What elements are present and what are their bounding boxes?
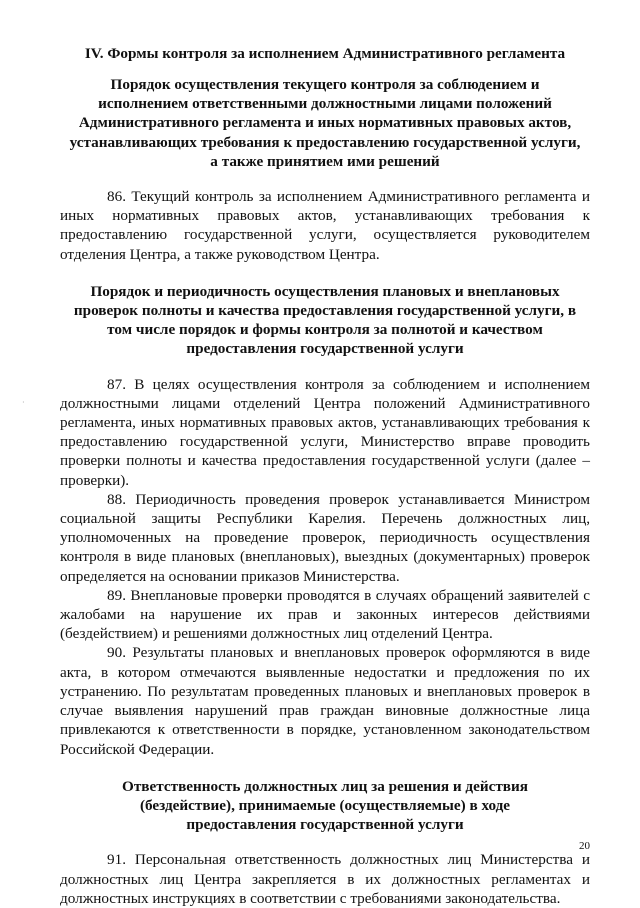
document-page	[60, 44, 590, 908]
heading-inspections: Порядок и периодичность осуществления плановых и внеплановых проверок полноты и качества предоставления государственной услуги, в том числе порядок и формы контроля за полнотой и качеством предоставления государственной услуги	[73, 282, 577, 358]
section-title: IV. Формы контроля за исполнением Административного регламента	[84, 45, 566, 62]
paragraph-89: 89. Внеплановые проверки проводятся в случаях обращений заявителей с жалобами на нарушение их прав и законных интересов действиями (бездействием) и решениями должностных лиц отделений Центра.	[60, 586, 590, 643]
page-number: 20	[579, 840, 590, 852]
paragraph-90: 90. Результаты плановых и внеплановых проверок оформляются в виде акта, в котором отмечаются выявленные недостатки и предложения по их устранению. По результатам проведенных плановых и внеплановых проверок в случае выявления нарушений прав граждан виновные должностные лица привлекаются к ответственности в порядке, установленном законодательством Российской Федерации.	[60, 644, 590, 758]
heading-current-control: Порядок осуществления текущего контроля за соблюдением и исполнением ответственными должностными лицами положений Административного регламента и иных нормативных правовых актов, устанавливающих требования к предоставлению государственной услуги, а также принятием ими решений	[69, 76, 581, 170]
margin-mark: ·	[22, 398, 25, 407]
heading-responsibility: Ответственность должностных лиц за решения и действия (бездействие), принимаемые (осуществляемые) в ходе предоставления государственной услуги	[122, 777, 528, 834]
paragraph-91: 91. Персональная ответственность должностных лиц Министерства и должностных лиц Центра закрепляется в их должностных регламентах и должностных инструкциях в соответствии с требованиями законодательства.	[60, 851, 590, 907]
paragraph-88: 88. Периодичность проведения проверок устанавливается Министром социальной защиты Республики Карелия. Перечень должностных лиц, уполномоченных на проведение проверок, периодичность осуществления контроля в виде плановых (внеплановых), выездных (документарных) проверок определяется на основании приказов Министерства.	[60, 490, 590, 585]
paragraph-86: 86. Текущий контроль за исполнением Административного регламента и иных нормативных правовых актов, устанавливающих требования к предоставлению государственной услуги, осуществляется руководителем отделения Центра, а также руководством Центра.	[60, 188, 590, 263]
paragraph-87: 87. В целях осуществления контроля за соблюдением и исполнением должностными лицами отделений Центра положений Административного регламента, иных нормативных правовых актов, устанавливающих требования к предоставлению государственной услуги, Министерство вправе проводить проверки полноты и качества предоставления государственной услуги (далее – проверки).	[60, 375, 590, 489]
